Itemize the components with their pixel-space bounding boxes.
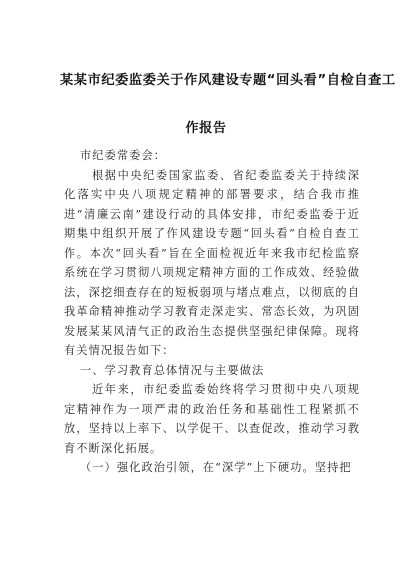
document-body <box>64 146 360 478</box>
section-paragraph: 近年来，市纪委监委始终将学习贯彻中央八项规定精神作为一项严肃的政治任务和基础性工程紧抓不放，坚持以上率下、以学促干、以查促改，推动学习教育不断深化拓展。 <box>64 383 360 455</box>
document-title-line1: 某某市纪委监委关于作风建设专题“回头看”自检自查工 <box>60 73 396 88</box>
salutation: 市纪委常委会： <box>80 149 167 162</box>
section-heading: 一、学习教育总体情况与主要做法 <box>80 363 265 377</box>
document-title-line2: 作报告 <box>185 121 227 136</box>
subsection-heading: （一）强化政治引领，在“深学”上下硬功。坚持把 <box>80 461 352 474</box>
intro-paragraph: 根据中央纪委国家监委、省纪委监委关于持续深化落实中央八项规定精神的部署要求，结合我市推进“清廉云南”建设行动的具体安排，市纪委监委于近期集中组织开展了作风建设专题“回头看”自检自查工作。本次“回头看”旨在全面检视近年来我市纪检监察系统在学习贯彻八项规定精神方面的工作成效、经验做法，深挖细查存在的短板弱项与堵点难点，以彻底的自我革命精神推动学习教育走深走实、常态长效，为巩固发展某某风清气正的政治生态提供坚强纪律保障。现将有关情况报告如下： <box>64 168 360 357</box>
